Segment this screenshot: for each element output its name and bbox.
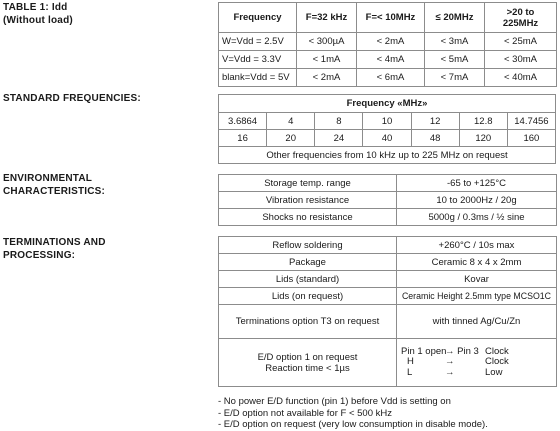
note-line: - E/D option not available for F < 500 kHz [218,407,392,419]
table-cell: < 4mA [357,51,425,69]
table-cell: < 6mA [357,69,425,87]
table-cell: 8 [315,113,363,130]
table-cell: 24 [315,130,363,147]
term-table [218,236,557,387]
idd-title: TABLE 1: Idd [3,2,68,13]
table-cell: 16 [219,130,267,147]
table-cell: 120 [459,130,507,147]
table-cell: Shocks no resistance [219,209,397,226]
table-cell: Kovar [397,271,557,288]
table-cell: V=Vdd = 3.3V [219,51,297,69]
freq-header-row [219,95,556,113]
table-cell: Ceramic 8 x 4 x 2mm [397,254,557,271]
table-cell: Ceramic Height 2.5mm type MCSO1C [397,288,557,305]
table-cell: < 2mA [357,33,425,51]
term-section-label [3,236,106,262]
table-row [219,113,556,130]
table-cell: 10 [363,113,411,130]
ed-output: Clock [485,356,509,368]
table-row [219,237,557,254]
table-row [219,130,556,147]
freq-footer: Other frequencies from 10 kHz up to 225 MHz on request [219,147,556,164]
table-cell: 48 [411,130,459,147]
idd-header-225mhz-line1: >20 to [506,6,535,18]
note-line: - E/D option on request (very low consumption in disable mode). [218,419,488,430]
term-title-line2: PROCESSING: [3,250,76,261]
table-row [219,33,557,51]
idd-section-label [3,1,73,27]
table-cell: < 40mA [485,69,557,87]
idd-header-225mhz-line2: 225MHz [502,17,539,29]
table-cell: < 3mA [425,33,485,51]
ed-arrow: → [445,356,455,368]
idd-header-10mhz: F=< 10MHz [357,3,425,33]
idd-header-frequency: Frequency [219,3,297,33]
table-cell: with tinned Ag/Cu/Zn [397,305,557,339]
table-cell: 12 [411,113,459,130]
freq-table [218,94,556,164]
table-cell: Lids (on request) [219,288,397,305]
table-cell: 5000g / 0.3ms / ½ sine [397,209,557,226]
freq-section-label [3,92,141,105]
table-cell: blank=Vdd = 5V [219,69,297,87]
table-row [219,254,557,271]
table-cell: 3.6864 [219,113,267,130]
table-cell: 10 to 2000Hz / 20g [397,192,557,209]
table-row [219,305,557,339]
ed-pin-state: Pin 1 open [401,345,447,357]
env-title-line2: CHARACTERISTICS: [3,186,106,197]
ed-pin-state: H [407,356,414,368]
table-cell: 12.8 [459,113,507,130]
idd-header-32khz: F=32 kHz [297,3,357,33]
ed-reaction-time: Reaction time < 1µs [265,362,350,374]
table-cell: < 5mA [425,51,485,69]
ed-output: Clock [485,345,509,357]
env-title-line1: ENVIRONMENTAL [3,173,93,184]
notes [218,396,488,431]
table-cell: 160 [507,130,555,147]
table-cell: < 30mA [485,51,557,69]
table-row [219,192,557,209]
table-cell: Lids (standard) [219,271,397,288]
table-row [219,288,557,305]
idd-header-row [219,3,557,33]
freq-title: STANDARD FREQUENCIES: [3,93,141,104]
note-line: - No power E/D function (pin 1) before Vdd is setting on [218,396,451,407]
table-cell: Package [219,254,397,271]
ed-option-cell [219,339,397,387]
table-cell: 14.7456 [507,113,555,130]
env-section-label [3,172,105,198]
table-row [219,271,557,288]
term-title-line1: TERMINATIONS AND [3,237,106,248]
freq-footer-row [219,147,556,164]
idd-subtitle: (Without load) [3,15,73,26]
idd-table [218,2,557,87]
freq-header: Frequency «MHz» [219,95,556,113]
table-cell: < 7mA [425,69,485,87]
table-cell: Storage temp. range [219,175,397,192]
idd-header-20mhz: ≤ 20MHz [425,3,485,33]
table-row [219,175,557,192]
table-cell: 40 [363,130,411,147]
table-cell: < 300µA [297,33,357,51]
ed-arrow: → Pin 3 [445,345,479,357]
table-cell: < 1mA [297,51,357,69]
ed-option-label: E/D option 1 on request [257,351,358,363]
ed-option-row [219,339,557,387]
table-row [219,209,557,226]
ed-truth-table [397,339,557,387]
table-row [219,69,557,87]
table-cell: -65 to +125°C [397,175,557,192]
table-cell: W=Vdd = 2.5V [219,33,297,51]
table-cell: Vibration resistance [219,192,397,209]
table-cell: 4 [267,113,315,130]
idd-header-225mhz [485,3,557,33]
table-row [219,51,557,69]
table-cell: Reflow soldering [219,237,397,254]
ed-arrow: → [445,366,455,378]
table-cell: < 2mA [297,69,357,87]
table-cell: 20 [267,130,315,147]
table-cell: +260°C / 10s max [397,237,557,254]
ed-output: Low [485,366,503,378]
table-cell: Terminations option T3 on request [219,305,397,339]
env-table [218,174,557,226]
ed-pin-state: L [407,366,413,378]
table-cell: < 25mA [485,33,557,51]
